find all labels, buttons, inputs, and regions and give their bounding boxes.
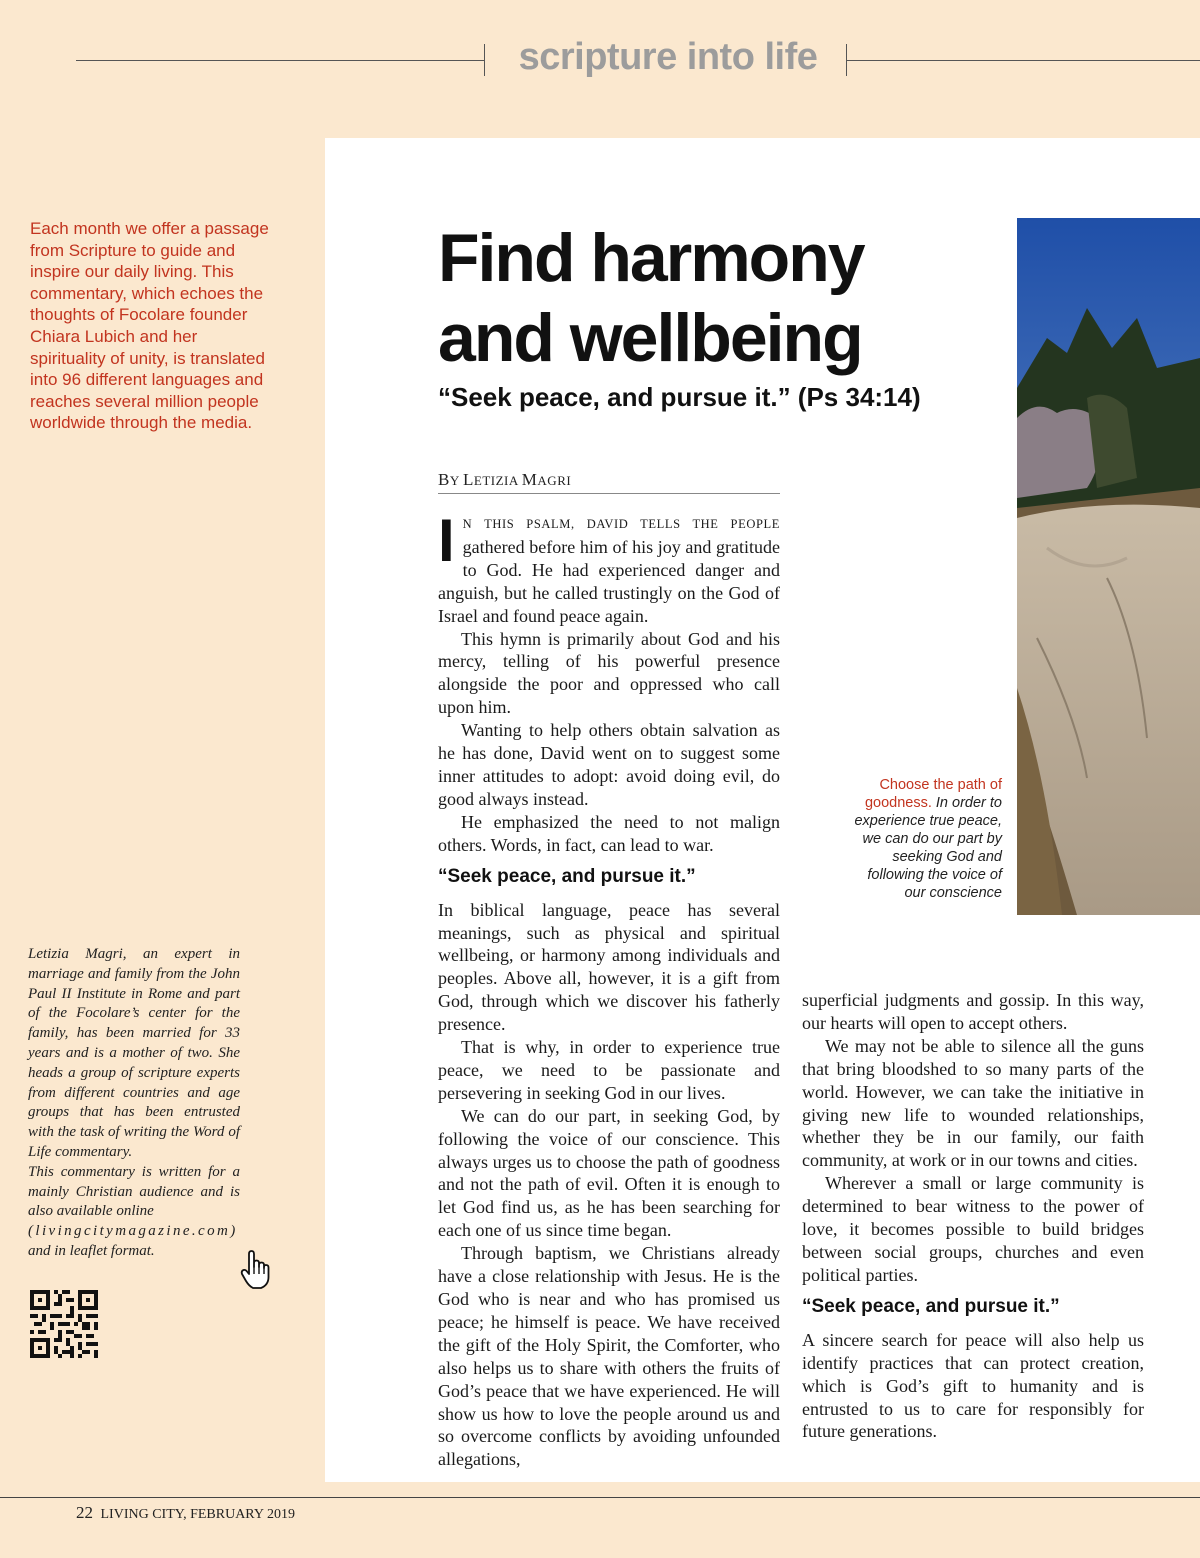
paragraph: Through baptism, we Christians already have a close relationship with Jesus. He is the God who is near and who has promised us peace; he himself is peace. We have received the gift of the Holy Spirit, the Comforter, who also helps us to share with others the fruits of God’s peace that we have experienced. He will show us how to love the people around us and so overcome conflicts by avoiding unfounded allegations, [438,1243,780,1470]
pointing-hand-icon[interactable] [240,1250,272,1295]
paragraph: We can do our part, in seeking God, by following the voice of our conscience. This always urges us to choose the path of goodness and not the path of evil. Often it is enough to let God find us, as he has been searching for each one of us since time began. [438,1105,780,1241]
paragraph: Wanting to help others obtain salvation as he has done, David went on to suggest some inner attitudes to adopt: avoid doing evil, do good always instead. [438,720,780,809]
paragraph: A sincere search for peace will also help us identify practices that can protect creation, which is God’s gift to humanity and is entrusted to us to care for responsibly for future generations. [802,1329,1144,1442]
paragraph: This hymn is primarily about God and his mercy, telling of his powerful presence alongside the poor and oppressed who call upon him. [438,628,780,718]
header-tick-left [484,44,485,76]
footer-rule [0,1497,1200,1498]
title-line-1: Find harmony [438,220,864,296]
paragraph: He emphasized the need to not malign others. Words, in fact, can lead to war. [438,811,780,855]
caption-rest: In order to experience true peace, we can do our part by seeking God and following the voice of our conscience [854,795,1002,901]
article-photo [1017,218,1200,915]
path-photo-illustration [1017,218,1200,915]
paragraph: superficial judgments and gossip. In this way, our hearts will open to accept others. [802,990,1144,1033]
lead-smallcaps: N THIS PSALM, DAVID TELLS THE PEOPLE [462,517,780,531]
article-column-1 [438,507,780,1471]
byline: BY LETIZIA MAGRI [438,470,780,494]
qr-code-icon[interactable] [30,1290,98,1363]
lead-rest: gathered before him of his joy and gratitude to God. He had experienced danger and anguish, but he called trustingly on the God of Israel and found peace again. [438,536,780,626]
caption-lead: Choose the path of goodness. [864,777,1002,811]
bio-online-text: This commentary is written for a mainly Christian audience and is also available online [28,1163,240,1220]
paragraph: Wherever a small or large community is determined to bear witness to the power of love, it becomes possible to build bridges between social groups, churches and even political parties. [802,1173,1144,1285]
paragraph: That is why, in order to experience true peace, we need to be passionate and persevering in seeking God in our lives. [438,1037,780,1103]
bio-leaflet-text: and in leaflet format. [28,1242,155,1259]
title-line-2: and wellbeing [438,300,862,376]
paragraph: We may not be able to silence all the guns that bring bloodshed to so many parts of the world. However, we can take the initiative in giving new life to wounded relationships, whether they be in our family, our faith community, at work or in our towns and cities. [802,1035,1144,1171]
article-title [438,218,998,378]
page-number: 22 [76,1503,93,1522]
header-rule-left [76,60,484,61]
paragraph: In biblical language, peace has several meanings, such as physical and spiritual wellbeing, or harmony among individuals and peoples. Above all, however, it is a gift from God, through which we discover his fatherly presence. [438,899,780,1035]
publication-info: LIVING CITY, FEBRUARY 2019 [100,1507,295,1522]
intro-blurb: Each month we offer a passage from Scripture to guide and inspire our daily living. This commentary, which echoes the thoughts of Focolare founder Chiara Lubich and her spirituality of unity, is translated into 96 different languages and reaches several million people worldwide through the media. [30,219,269,433]
bio-url-line [28,1222,240,1242]
website-link[interactable]: (livingcitymagazine.com) [28,1223,238,1240]
article-subtitle: “Seek peace, and pursue it.” (Ps 34:14) [438,382,921,412]
lead-paragraph [438,507,780,628]
article-column-2 [802,989,1144,1443]
section-heading-2: “Seek peace, and pursue it.” [802,1295,1060,1317]
author-bio [28,945,240,1262]
photo-caption [848,776,1002,902]
header-rule-right [847,60,1200,61]
section-title: scripture into life [518,36,818,78]
drop-cap: I [438,507,455,574]
page-footer [76,1503,295,1523]
section-heading-1: “Seek peace, and pursue it.” [438,865,696,887]
bio-text: Letizia Magri, an expert in marriage and family from the John Paul II Institute in Rome and part of the Focolare’s center for the family, has been married for 33 years and is a mother of two. She heads a group of scripture experts from different countries and age groups that has been entrusted with the task of writing the Word of Life commentary. [28,946,240,1160]
